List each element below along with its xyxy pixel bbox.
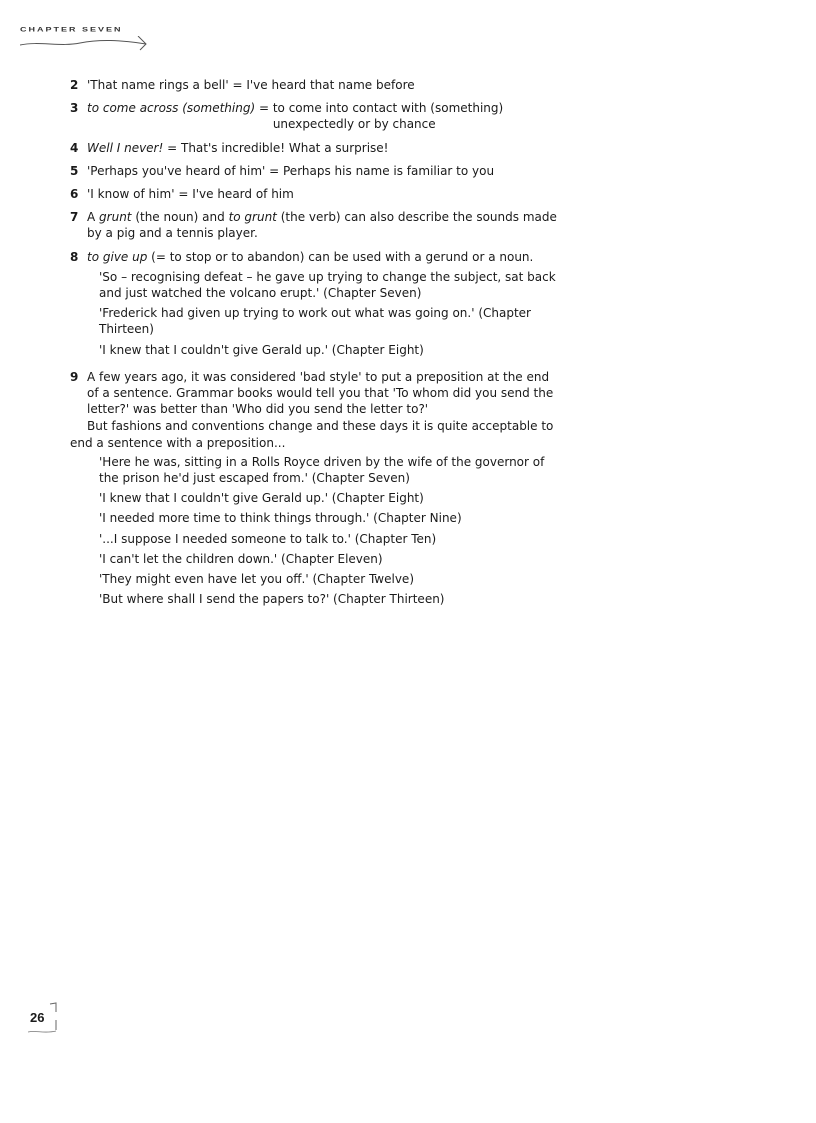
note-text-part: A	[87, 210, 100, 225]
note-phrase: 'Perhaps you've heard of him'	[87, 163, 266, 178]
note-definition: Perhaps his name is familiar to you	[283, 163, 495, 178]
note-definition: to come into contact with (something) unexpectedly or by chance	[272, 101, 504, 132]
note-phrase: 'That name rings a bell'	[87, 78, 229, 92]
example-quote: 'I can't let the children down.' (Chapter Eleven)	[99, 551, 383, 566]
note-3	[70, 100, 560, 132]
note-number: 8	[70, 249, 79, 264]
note-text-part: (= to stop or to abandon) can be used with a gerund or a noun.	[147, 249, 534, 264]
note-text-part: (the verb) can also describe the sounds made by a pig and a tennis player.	[87, 210, 557, 241]
note-4	[70, 140, 560, 156]
example-quote: 'I knew that I couldn't give Gerald up.' (Chapter Eight)	[99, 342, 424, 357]
note-9	[70, 369, 560, 612]
note-term: Well I never!	[87, 140, 164, 155]
note-5	[70, 163, 560, 179]
page-number: 26	[30, 1010, 45, 1025]
note-term: to give up	[87, 249, 148, 264]
example-quote: 'Here he was, sitting in a Rolls Royce driven by the wife of the governor of the prison he'd just escaped from.' (Chapter Seven)	[99, 454, 545, 486]
note-8	[70, 249, 560, 362]
running-head-text: CHAPTER SEVEN	[20, 26, 123, 33]
equals-sign: =	[265, 163, 283, 178]
note-definition: That's incredible! What a surprise!	[181, 140, 389, 155]
note-term: grunt	[99, 210, 132, 225]
note-6	[70, 186, 560, 202]
note-definition: I've heard that name before	[246, 78, 415, 92]
note-number: 5	[70, 163, 79, 178]
example-quote: 'But where shall I send the papers to?' (Chapter Thirteen)	[99, 592, 445, 607]
equals-sign: =	[163, 140, 181, 155]
note-term: to come across (something)	[87, 101, 256, 116]
note-number: 9	[70, 369, 79, 384]
example-quote: 'I needed more time to think things through.' (Chapter Nine)	[99, 511, 462, 526]
notes-list	[70, 77, 560, 618]
example-quote: '...I suppose I needed someone to talk to.' (Chapter Ten)	[99, 531, 437, 546]
note-number: 2	[70, 78, 79, 92]
note-2	[70, 77, 560, 93]
note-definition: I've heard of him	[192, 187, 294, 202]
note-text	[87, 209, 560, 241]
example-quote: 'They might even have let you off.' (Chapter Twelve)	[99, 572, 414, 587]
running-head	[20, 26, 150, 54]
example-quote: 'I knew that I couldn't give Gerald up.' (Chapter Eight)	[99, 491, 424, 506]
note-number: 3	[70, 101, 79, 116]
equals-sign: =	[255, 101, 273, 116]
example-quote: 'So – recognising defeat – he gave up trying to change the subject, sat back and just watched the volcano erupt.' (Chapter Seven)	[99, 269, 556, 301]
equals-sign: =	[174, 187, 193, 202]
equals-sign: =	[228, 78, 247, 92]
example-quote: 'Frederick had given up trying to work out what was going on.' (Chapter Thirteen)	[99, 306, 531, 337]
note-term: to grunt	[228, 210, 277, 225]
note-text-part: (the noun) and	[131, 210, 229, 225]
note-paragraph: But fashions and conventions change and these days it is quite acceptable to end a sentence with a preposition...	[70, 419, 554, 450]
note-phrase: 'I know of him'	[87, 187, 175, 202]
note-text	[87, 249, 560, 265]
running-head-rule-icon	[20, 36, 150, 52]
note-number: 4	[70, 140, 79, 155]
note-number: 6	[70, 187, 79, 202]
note-number: 7	[70, 210, 79, 225]
note-7	[70, 209, 560, 241]
note-paragraph: A few years ago, it was considered 'bad style' to put a preposition at the end of a sentence. Grammar books would tell you that 'To whom did you send the letter?' was better than 'Who did you send the letter to?'	[87, 369, 554, 417]
